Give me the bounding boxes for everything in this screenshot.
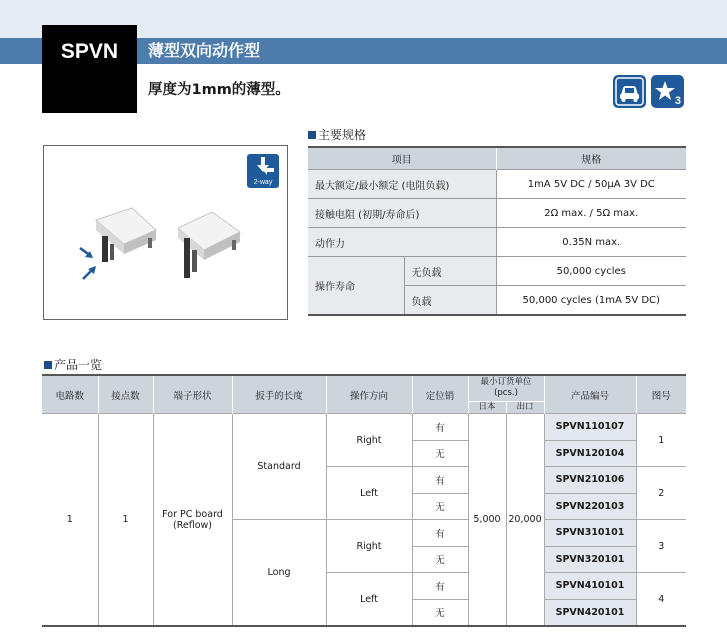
- two-way-label: 2-way: [253, 179, 273, 186]
- page-subtitle: 厚度为1mm的薄型。: [148, 82, 290, 98]
- table-row: 负载 50,000 cycles (1mA 5V DC): [308, 286, 686, 316]
- star-rank-icon: [651, 75, 684, 108]
- table-row: 无 SPVN420101: [42, 599, 686, 626]
- specs-section-title: 主要规格: [308, 126, 366, 143]
- table-row: Left 有 SPVN210106 2: [42, 467, 686, 494]
- table-row: 无 SPVN220103: [42, 493, 686, 520]
- header-terminal: 端子形状: [153, 375, 232, 414]
- section-marker-icon: [44, 361, 52, 369]
- table-row: Long Right 有 SPVN310101 3: [42, 520, 686, 547]
- specs-header-spec: 规格: [496, 147, 686, 170]
- table-row: 无 SPVN120104: [42, 440, 686, 467]
- header-detent: 定位销: [412, 375, 468, 414]
- products-table: [42, 374, 686, 627]
- table-row: Left 有 SPVN410101 4: [42, 573, 686, 600]
- header-circuits: 电路数: [42, 375, 98, 414]
- car-icon: [613, 75, 646, 108]
- table-row: 无 SPVN320101: [42, 546, 686, 573]
- header-contacts: 接点数: [98, 375, 153, 414]
- specs-table: [308, 146, 686, 316]
- table-row: 1 1 For PC board (Reflow) Standard Right 有 5,000 20,000 SPVN110107 1: [42, 414, 686, 441]
- table-row: 最大额定/最小额定 (电阻负载) 1mA 5V DC / 50μA 3V DC: [308, 170, 686, 199]
- star-rank-label: 3: [674, 95, 681, 107]
- specs-header-item: 项目: [308, 147, 496, 170]
- product-image-frame: [43, 145, 288, 320]
- header-product-no: 产品编号: [544, 375, 636, 414]
- products-section-title: 产品一览: [44, 356, 102, 373]
- section-marker-icon: [308, 131, 316, 139]
- table-row: 动作力 0.35N max.: [308, 228, 686, 257]
- header-lever: 扳手的长度: [232, 375, 326, 414]
- page-title: 薄型双向动作型: [148, 41, 261, 60]
- header-drawing: 图号: [636, 375, 686, 414]
- header-direction: 操作方向: [326, 375, 412, 414]
- switch-photo: [44, 146, 287, 319]
- table-row: 接触电阻 (初期/寿命后) 2Ω max. / 5Ω max.: [308, 199, 686, 228]
- series-code: SPVN: [60, 40, 119, 63]
- header-min-order: 最小订货单位 (pcs.) 日本 出口: [468, 375, 544, 414]
- table-row: 操作寿命 无负载 50,000 cycles: [308, 257, 686, 286]
